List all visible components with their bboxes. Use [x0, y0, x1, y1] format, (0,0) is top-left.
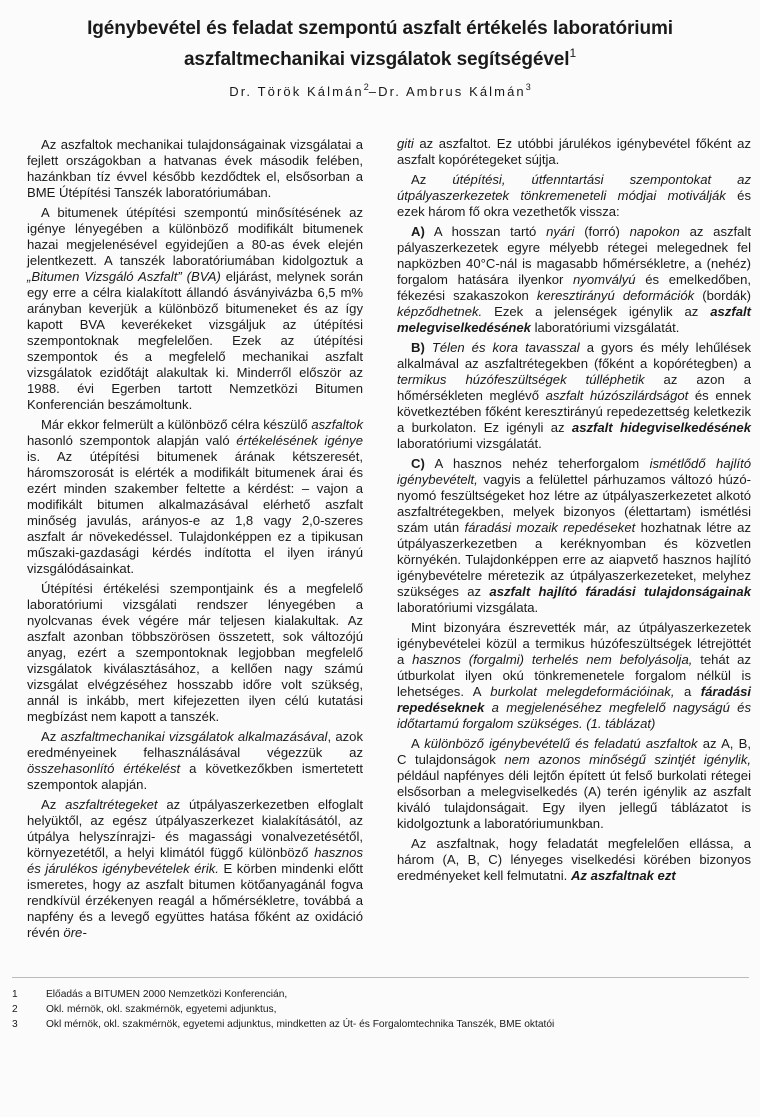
paragraph: Útépítési értékelési szempontjaink és a megfelelő laboratóriumi vizsgálati rendszer lényegében a nyolcvanas évek végére már teljesen kialakultak. Az aszfalt azonban többszörösen összetett, sok változójú anyag, ezért a szempontoknak legjobban megfelelő vizsgálatok kiválasztásához, a kellően nagy számú vizsgálat elvégzéséhez hosszabb időre volt szükség, annál is inkább, mert kifejezetten ilyen célú kutatási megbízást nem kapott a tanszék.: [27, 581, 363, 724]
footnote-text: Okl mérnök, okl. szakmérnök, egyetemi adjunktus, mindketten az Út- és Forgalomtechnika Tanszék, BME oktatói: [46, 1018, 555, 1030]
paragraph-point-c: C) A hasznos nehéz teherforgalom ismétlődő hajlító igénybevételt, vagyis a felülettel párhuzamos változó húzó-nyomó feszültségeket hoz létre az útpályaszerkezetet alkotó aszfaltrétegekben, melyek bizonyos (élettartam) ismétlési szám után fáradási mozaik repedéseket hozhatnak létre az útpályaszerkezetben a keréknyomban és közvetlen környékén. Tulajdonképpen erre az aiapvető hasznos hajlító igénybevételre méretezik az útpályaszerkezeteket, melyhez szükséges az aszfalt hajlító fáradási tulajdonságainak laboratóriumi vizsgálata.: [397, 456, 752, 615]
footnote-text: Előadás a BITUMEN 2000 Nemzetközi Konferencián,: [46, 989, 288, 1000]
paragraph-point-b: B) Télen és kora tavasszal a gyors és mély lehűlések alkalmával az aszfaltrétegekben (főként a kopórétegben) a termikus húzófeszültségek túlléphetik az azon a hőmérsékleten meglévő aszfalt húzószilárdságot és ennek következtében főként keresztirányú repedezettség keletkezik a burkolaton. Ez igényli az aszfalt hidegviselkedésének laboratóriumi vizsgálatát.: [397, 340, 752, 451]
author-2: Dr. Ambrus Kálmán: [378, 84, 526, 99]
footnotes: [12, 988, 752, 1032]
footnote-text: Okl. mérnök, okl. szakmérnök, egyetemi adjunktus,: [46, 1003, 277, 1015]
author-separator: –: [368, 84, 379, 99]
title-line-1: Igénybevétel és feladat szempontú aszfalt értékelés laboratóriumi: [87, 18, 673, 39]
paragraph: Már ekkor felmerült a különböző célra készülő aszfaltok hasonló szempontok alapján való értékelésének igénye is. Az útépítési bitumenek árának kétszeresét, háromszorosát is elérték a modifikált bitumenek árai és ezért minden szakember feltette a kérdést: – vajon a modifikált bitumen alkalmazásával elérhető aszfalt minőség javulás, arányos-e az 1,8 vagy 2,0-szeres aszfalt ár növekedéssel. Tulajdonképpen ez a tipikusan műszaki-gazdasági kérdés indította el ilyen irányú vizsgálódásainkat.: [27, 417, 364, 576]
footnote-2: [12, 1003, 752, 1018]
footnote-number: 2: [12, 1003, 18, 1015]
author-2-mark: 3: [525, 82, 531, 92]
title-line-2: aszfaltmechanikai vizsgálatok segítségével: [183, 49, 570, 70]
footnote-3: [12, 1018, 752, 1033]
footnote-number: 3: [12, 1018, 18, 1030]
paragraph: Az aszfaltok mechanikai tulajdonságainak vizsgálatai a fejlett országokban a hatvanas évek második felében, hazánkban tíz évvel később kezdődtek el, elsősorban a BME Útépítési Tanszék laboratóriumában.: [27, 137, 363, 200]
article-header: [0, 16, 760, 101]
paragraph: Az aszfaltmechanikai vizsgálatok alkalmazásával, azok eredményeinek felhasználásával végezzük az összehasonlító értékelést a következőkben ismertetett szempontok alapján.: [27, 729, 363, 792]
paragraph: A különböző igénybevételű és feladatú aszfaltok az A, B, C tulajdonságok nem azonos minőségű szintjét igénylik, például napfényes déli lejtőn épített út felső burkolati rétegei elsősorban a melegviselkedés (A) terén igénylik az aszfalt kiváló tulajdonságait. Egy ilyen jellegű táblázatot is kidolgoztunk a laboratóriumunkban.: [397, 736, 752, 831]
paragraph: Mint bizonyára észrevették már, az útpályaszerkezetek igénybevételei közül a termikus húzófeszültségek létrejöttét a hasznos (forgalmi) terhelés nem befolyásolja, tehát az útburkolat ilyen okú tönkremenetele forgalom nélkül is lehetséges. A burkolat melegdeformációinak, a fáradási repedéseknek a megjelenéséhez megfelelő nagyságú és időtartamú forgalom szükséges. (1. táblázat): [397, 620, 751, 731]
left-column: [27, 137, 363, 945]
right-column: [397, 136, 751, 888]
footnote-number: 1: [12, 989, 18, 1000]
article-title: [0, 16, 760, 72]
paragraph-continued: giti az aszfaltot. Ez utóbbi járulékos igénybevétel főként az aszfalt kopórétegeket sújtja.: [397, 136, 751, 167]
paragraph: Az aszfaltrétegeket az útpályaszerkezetben elfoglalt helyüktől, az egész útpályaszerkezet kialakításától, az útpálya helyszínrajzi- és magassági vonalvezetésétől, környezetétől, a helyi klimától függő különböző hasznos és járulékos igénybevételek érik. E körben mindenki előtt ismeretes, hogy az aszfalt bitumen kötőanyagánál fogva rendkívül érzékenyen reagál a hőmérsékletre, továbbá a napfény és a levegő együttes hatása főként az oxidáció révén öre-: [27, 797, 363, 940]
footnote-divider: [12, 977, 749, 978]
paragraph: Az útépítési, útfenntartási szempontokat az útpályaszerkezetek tönkremeneteli módjai motiválják és ezek három fő okra vezethetők vissza:: [397, 172, 751, 219]
paragraph-point-a: A) A hosszan tartó nyári (forró) napokon az aszfalt pályaszerkezetek egyre mélyebb rétegei melegednek fel napközben 40°C-nál is magasabb hőmérsékletre, a (nehéz) forgalom hatására ilyenkor nyomvályú és emelkedőben, fékezési szakaszokon keresztirányú deformációk (bordák) képződhetnek. Ezek a jelenségek igénylik az aszfalt melegviselkedésének laboratóriumi vizsgálatát.: [397, 224, 752, 335]
author-line: [0, 78, 760, 101]
author-1-mark: 2: [363, 82, 369, 92]
paragraph: A bitumenek útépítési szempontú minősítésének az igénye lényegében a különböző modifikált bitumenek hazai megjelenésével egyidejűen a 80-as évek elején jelentkezett. A tanszék laboratóriumában kidolgoztuk a „Bitumen Vizsgáló Aszfalt” (BVA) eljárást, melynek során egy erre a célra kialakított állandó ásványivázba 6,5 m% arányban keverjük a különböző bitumeneket és az így kapott BVA keverékeket vizsgáljuk az útépítési szempontoknak megfelelően. Ezek az útépítési szempontok és a megfelelő mechanikai aszfalt vizsgálatok ezidőtájt alakultak ki. Minderről először az 1988. évi Egerben tartott Nemzetközi Bitumen Konferencián beszámoltunk.: [27, 205, 363, 412]
author-1: Dr. Török Kálmán: [229, 84, 364, 99]
paragraph: Az aszfaltnak, hogy feladatát megfelelően ellássa, a három (A, B, C) lényeges viselkedési körében bizonyos eredményeket kell felmutatni. Az aszfaltnak ezt: [397, 836, 751, 883]
title-footnote-mark: 1: [569, 46, 577, 60]
footnote-1: [12, 988, 752, 1003]
